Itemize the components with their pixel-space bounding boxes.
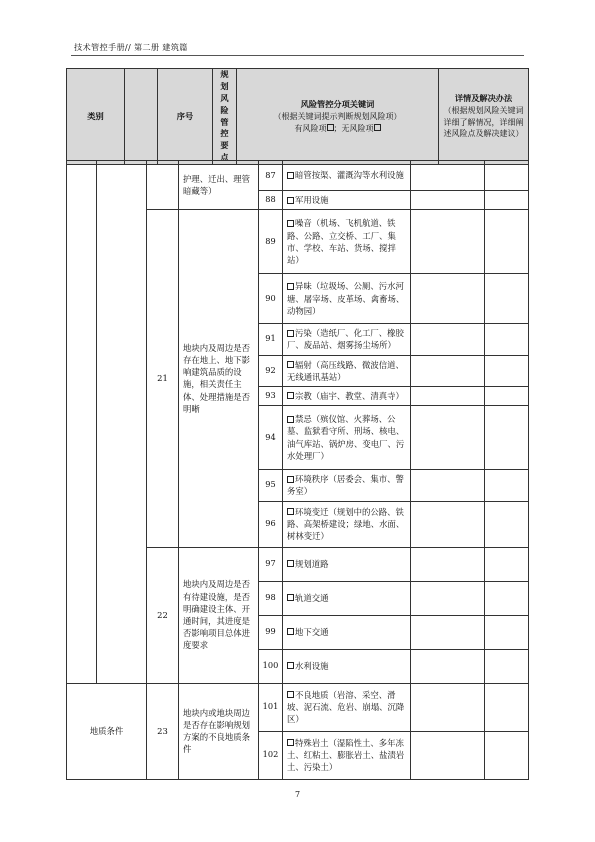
item-number: 98 [259, 581, 283, 615]
remarks-cell[interactable] [485, 386, 529, 405]
header-control-point: 规划风险管控要点 [213, 69, 237, 165]
remarks-cell[interactable] [485, 355, 529, 386]
remarks-cell[interactable] [485, 501, 529, 547]
item-number: 87 [259, 161, 283, 191]
item-number: 99 [259, 615, 283, 649]
item-number: 88 [259, 191, 283, 210]
keyword-cell: 特殊岩土（湿陷性土、多年冻土、红粘土、膨胀岩土、盐渍岩土、污染土） [283, 731, 411, 779]
keyword-cell: 水利设施 [283, 649, 411, 683]
item-number: 94 [259, 406, 283, 470]
remarks-cell[interactable] [485, 274, 529, 324]
remarks-cell[interactable] [485, 683, 529, 731]
checkbox-icon[interactable] [287, 283, 294, 290]
checkbox-icon[interactable] [287, 172, 294, 179]
header-seq: 序号 [158, 69, 213, 165]
remarks-cell[interactable] [485, 547, 529, 581]
control-point-cell: 地块内及周边是否存在地上、地下影响建筑品质的设施，相关责任主体、处理措施是否明晰 [179, 210, 259, 547]
details-cell[interactable] [411, 386, 485, 405]
item-number: 96 [259, 501, 283, 547]
control-point-cell: 护理、迁出、理管暗藏等） [179, 161, 259, 210]
checkbox-icon[interactable] [287, 739, 294, 746]
checkbox-icon[interactable] [287, 691, 294, 698]
remarks-cell[interactable] [485, 581, 529, 615]
details-cell[interactable] [411, 581, 485, 615]
item-number: 102 [259, 731, 283, 779]
item-number: 100 [259, 649, 283, 683]
seq-cell: 21 [147, 210, 179, 547]
details-cell[interactable] [411, 210, 485, 274]
keyword-cell: 环境变迁（规划中的公路、铁路、高架桥建设；绿地、水面、树林变迁） [283, 501, 411, 547]
item-number: 101 [259, 683, 283, 731]
header-category: 类别 [67, 69, 125, 165]
checkbox-icon[interactable] [287, 197, 294, 204]
checkbox-icon[interactable] [287, 560, 294, 567]
keyword-cell: 辐射（高压线路、微波信道、无线通讯基站） [283, 355, 411, 386]
cross-box-icon [374, 124, 381, 131]
header-details: 详情及解决办法 （根据规划风险关键词详细了解情况，详细阐述风险点及解决建议） [439, 69, 529, 165]
seq-cell [147, 161, 179, 210]
item-number: 97 [259, 547, 283, 581]
keyword-cell: 规划道路 [283, 547, 411, 581]
item-number: 90 [259, 274, 283, 324]
details-cell[interactable] [411, 470, 485, 501]
details-cell[interactable] [411, 501, 485, 547]
details-cell[interactable] [411, 274, 485, 324]
header-keywords: 风险管控分项关键词 （根据关键词提示判断规划风险项） 有风险项 ；无风险项 [237, 69, 439, 165]
checkbox-icon[interactable] [287, 508, 294, 515]
remarks-cell[interactable] [485, 731, 529, 779]
item-number: 89 [259, 210, 283, 274]
keyword-cell: 轨道交通 [283, 581, 411, 615]
category-cell-blank [67, 161, 97, 684]
details-cell[interactable] [411, 649, 485, 683]
category-cell: 地质条件 [67, 683, 147, 779]
checkbox-icon[interactable] [287, 330, 294, 337]
keyword-cell: 禁忌（殡仪馆、火葬场、公墓、监狱看守所、刑场、核电、油气库站、锅炉房、变电厂、污水处理厂） [283, 406, 411, 470]
details-cell[interactable] [411, 161, 485, 191]
checkbox-icon[interactable] [287, 476, 294, 483]
item-number: 95 [259, 470, 283, 501]
keyword-cell: 军用设施 [283, 191, 411, 210]
header-empty [125, 69, 158, 165]
remarks-cell[interactable] [485, 615, 529, 649]
checked-box-icon [327, 124, 334, 131]
item-number: 91 [259, 324, 283, 355]
remarks-cell[interactable] [485, 191, 529, 210]
keyword-cell: 宗教（庙宇、教堂、清真寺） [283, 386, 411, 405]
keyword-cell: 环境秩序（居委会、集市、警务室） [283, 470, 411, 501]
details-cell[interactable] [411, 324, 485, 355]
header-rule [71, 55, 524, 56]
checkbox-icon[interactable] [287, 361, 294, 368]
checkbox-icon[interactable] [287, 416, 294, 423]
details-cell[interactable] [411, 731, 485, 779]
remarks-cell[interactable] [485, 324, 529, 355]
remarks-cell[interactable] [485, 161, 529, 191]
remarks-cell[interactable] [485, 210, 529, 274]
details-cell[interactable] [411, 683, 485, 731]
keyword-cell: 暗管按渠、灌溉沟等水利设施 [283, 161, 411, 191]
running-header: 技术管控手册// 第二册 建筑篇 [74, 42, 188, 52]
details-cell[interactable] [411, 191, 485, 210]
checkbox-icon[interactable] [287, 594, 294, 601]
keyword-cell: 污染（造纸厂、化工厂、橡胶厂、废品站、烟雾扬尘场所） [283, 324, 411, 355]
remarks-cell[interactable] [485, 406, 529, 470]
checkbox-icon[interactable] [287, 392, 294, 399]
page-number: 7 [294, 790, 301, 799]
control-point-cell: 地块内或地块周边是否存在影响规划方案的不良地质条件 [179, 683, 259, 779]
item-number: 92 [259, 355, 283, 386]
checkbox-icon[interactable] [287, 220, 294, 227]
details-cell[interactable] [411, 355, 485, 386]
risk-control-table [66, 68, 529, 165]
keyword-cell: 异味（垃圾场、公厕、污水河塘、屠宰场、皮革场、禽畜场、动物园） [283, 274, 411, 324]
keyword-cell: 噪音（机场、飞机航道、铁路、公路、立交桥、工厂、集市、学校、车站、货场、搅拌站） [283, 210, 411, 274]
subcategory-cell-blank [97, 161, 147, 684]
details-cell[interactable] [411, 547, 485, 581]
details-cell[interactable] [411, 615, 485, 649]
remarks-cell[interactable] [485, 470, 529, 501]
remarks-cell[interactable] [485, 649, 529, 683]
risk-body-table [66, 160, 529, 780]
control-point-cell: 地块内及周边是否有待建设施，是否明确建设主体、开通时间，其进度是否影响项目总体进度要求 [179, 547, 259, 683]
keyword-cell: 不良地质（岩溶、采空、滑坡、泥石流、危岩、崩塌、沉降区） [283, 683, 411, 731]
seq-cell: 23 [147, 683, 179, 779]
checkbox-icon[interactable] [287, 662, 294, 669]
keyword-cell: 地下交通 [283, 615, 411, 649]
item-number: 93 [259, 386, 283, 405]
checkbox-icon[interactable] [287, 628, 294, 635]
seq-cell: 22 [147, 547, 179, 683]
details-cell[interactable] [411, 406, 485, 470]
